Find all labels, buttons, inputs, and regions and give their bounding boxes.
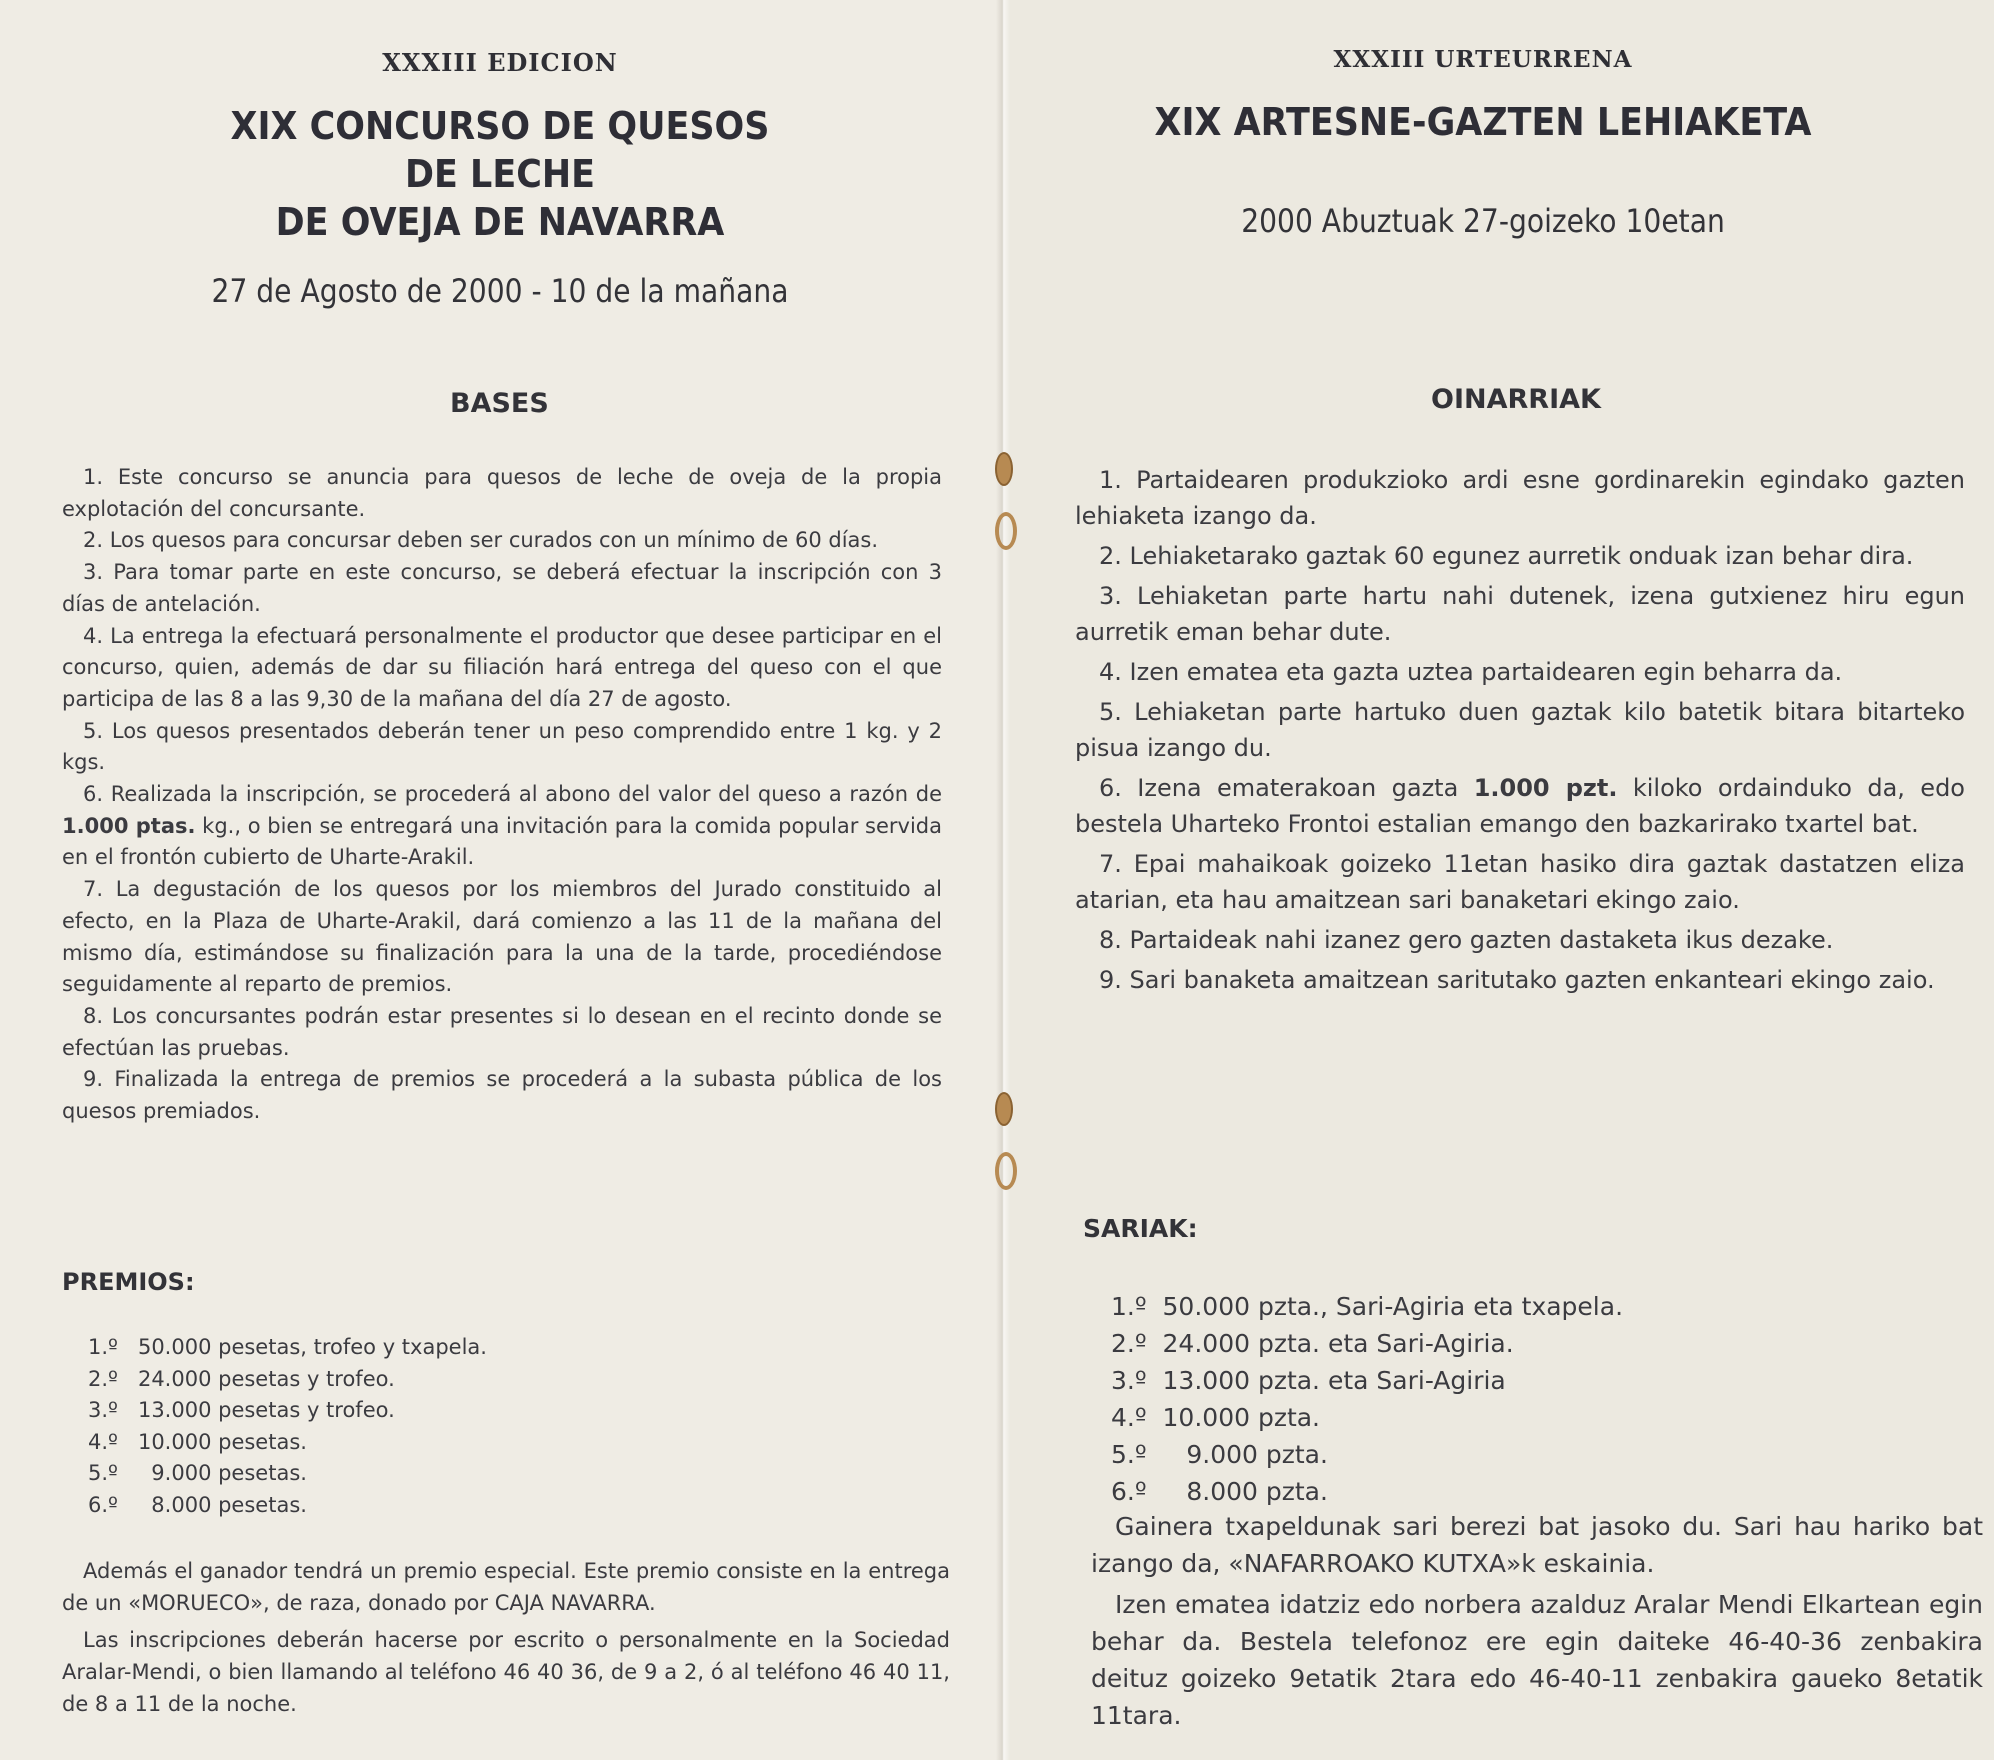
special-prize-note: Gainera txapeldunak sari berezi bat jasoko du. Sari hau hariko bat izango da, «NAFARROAKO KUTXA»k eskainia. [1091, 1512, 1983, 1578]
bases-list [1075, 462, 1965, 1002]
prizes-list [1111, 1288, 1911, 1510]
base-item: 8. Partaideak nahi izanez gero gazten dastaketa ikus dezake. [1099, 926, 1834, 954]
base-item: 7. La degustación de los quesos por los miembros del Jurado constituido al efecto, en la Plaza de Uharte-Arakil, dará comienzo a las 11 de la mañana del mismo día, estimándose su finalización para la una de la tarde, procediéndose seguidamente al reparto de premios. [62, 877, 942, 997]
inscription-note: Izen ematea idatziz edo norbera azalduz Aralar Mendi Elkartean egin behar da. Bestela telefonoz ere egin daiteke 46-40-36 zenbakira deituz goizeko 9etatik 2tara edo 46-40-11 zenbakira gaueko 8etatik 11tara. [1091, 1590, 1983, 1730]
base-item: 9. Finalizada la entrega de premios se procederá a la subasta pública de los quesos premiados. [62, 1067, 942, 1124]
prize-item: 2.º 24.000 pzta. eta Sari-Agiria. [1111, 1329, 1514, 1358]
page-title: XIX ARTESNE-GAZTEN LEHIAKETA [1154, 100, 1812, 144]
base-item: 1. Este concurso se anuncia para quesos de leche de oveja de la propia explotación del concursante. [62, 465, 942, 521]
base-item: 5. Los quesos presentados deberán tener un peso comprendido entre 1 kg. y 2 kgs. [62, 718, 942, 775]
base-item: 7. Epai mahaikoak goizeko 11etan hasiko dira gaztak dastatzen eliza atarian, eta hau amaitzean sari banaketari ekingo zaio. [1075, 850, 1965, 914]
base-item: 8. Los concursantes podrán estar presentes si lo desean en el recinto donde se efectúan las pruebas. [62, 1003, 942, 1060]
base-item: 4. La entrega la efectuará personalmente el productor que desee participar en el concurso, quien, además de dar su filiación hará entrega del queso con el que participa de las 8 a las 9,30 de la mañana del día 27 de agosto. [62, 623, 942, 711]
event-date: 2000 Abuztuak 27-goizeko 10etan [1241, 202, 1725, 240]
base-item: 3. Lehiaketan parte hartu nahi dutenek, izena gutxienez hiru egun aurretik eman behar dute. [1075, 582, 1965, 646]
base-item: 2. Los quesos para concursar deben ser curados con un mínimo de 60 días. [83, 528, 879, 553]
prize-item: 4.º 10.000 pesetas. [88, 1429, 307, 1454]
prizes-heading: PREMIOS: [62, 1268, 195, 1296]
base-item: 3. Para tomar parte en este concurso, se deberá efectuar la inscripción con 3 días de antelación. [62, 560, 942, 616]
title-line: DE OVEJA DE NAVARRA [275, 200, 725, 244]
prize-item: 3.º 13.000 pzta. eta Sari-Agiria [1111, 1366, 1506, 1395]
edition-label: XXXIII URTEURRENA [1333, 46, 1633, 73]
base-item: 6. Izena ematerakoan gazta 1.000 pzt. kiloko ordainduko da, edo bestela Uharteko Frontoi estalian emango den bazkarirako txartel bat. [1075, 774, 1965, 838]
page-title [178, 102, 822, 246]
closing-notes [1091, 1508, 1983, 1738]
prize-item: 6.º 8.000 pzta. [1111, 1477, 1328, 1506]
prize-item: 6.º 8.000 pesetas. [88, 1492, 307, 1517]
prizes-heading: SARIAK: [1083, 1214, 1198, 1243]
staple-mark [995, 1152, 1017, 1190]
prizes-list [88, 1332, 788, 1521]
prize-item: 3.º 13.000 pesetas y trofeo. [88, 1398, 395, 1422]
base-item: 9. Sari banaketa amaitzean saritutako gazten enkanteari ekingo zaio. [1099, 966, 1935, 994]
event-date: 27 de Agosto de 2000 - 10 de la mañana [211, 272, 789, 310]
inscription-note: Las inscripciones deberán hacerse por escrito o personalmente en la Sociedad Aralar-Mendi, o bien llamando al teléfono 46 40 36, de 9 a 2, ó al teléfono 46 40 11, de 8 a 11 de la noche. [62, 1628, 950, 1716]
bases-heading: OINARRIAK [1431, 384, 1601, 415]
prize-item: 4.º 10.000 pzta. [1111, 1403, 1321, 1432]
base-item: 1. Partaidearen produkzioko ardi esne gordinarekin egindako gazten lehiaketa izango da. [1075, 466, 1965, 530]
center-fold [996, 0, 1010, 1760]
base-item: 6. Realizada la inscripción, se procederá al abono del valor del queso a razón de 1.000 ptas. kg., o bien se entregará una invitación para la comida popular servida en el frontón cubierto de Uharte-Arakil. [62, 782, 942, 870]
prize-item: 1.º 50.000 pzta., Sari-Agiria eta txapela. [1111, 1292, 1624, 1321]
prize-item: 1.º 50.000 pesetas, trofeo y txapela. [88, 1335, 487, 1359]
closing-notes [62, 1556, 950, 1721]
special-prize-note: Además el ganador tendrá un premio especial. Este premio consiste en la entrega de un «MORUECO», de raza, donado por CAJA NAVARRA. [62, 1559, 950, 1615]
prize-item: 5.º 9.000 pzta. [1111, 1440, 1328, 1469]
title-line: DE LECHE [404, 152, 596, 196]
prize-item: 5.º 9.000 pesetas. [88, 1461, 307, 1485]
edition-label: XXXIII EDICION [382, 48, 618, 77]
base-item: 2. Lehiaketarako gaztak 60 egunez aurretik onduak izan behar dira. [1099, 542, 1914, 570]
base-item: 5. Lehiaketan parte hartuko duen gaztak kilo batetik bitara bitarteko pisua izango du. [1075, 698, 1965, 762]
staple-mark [995, 452, 1013, 486]
bases-list [62, 462, 942, 1128]
right-page-basque [1003, 0, 1994, 1760]
staple-mark [995, 512, 1017, 550]
title-line: XIX CONCURSO DE QUESOS [230, 104, 770, 148]
prize-item: 2.º 24.000 pesetas y trofeo. [88, 1366, 395, 1391]
bases-heading: BASES [450, 388, 549, 419]
base-item: 4. Izen ematea eta gazta uztea partaidearen egin beharra da. [1099, 658, 1843, 686]
staple-mark [995, 1092, 1013, 1126]
